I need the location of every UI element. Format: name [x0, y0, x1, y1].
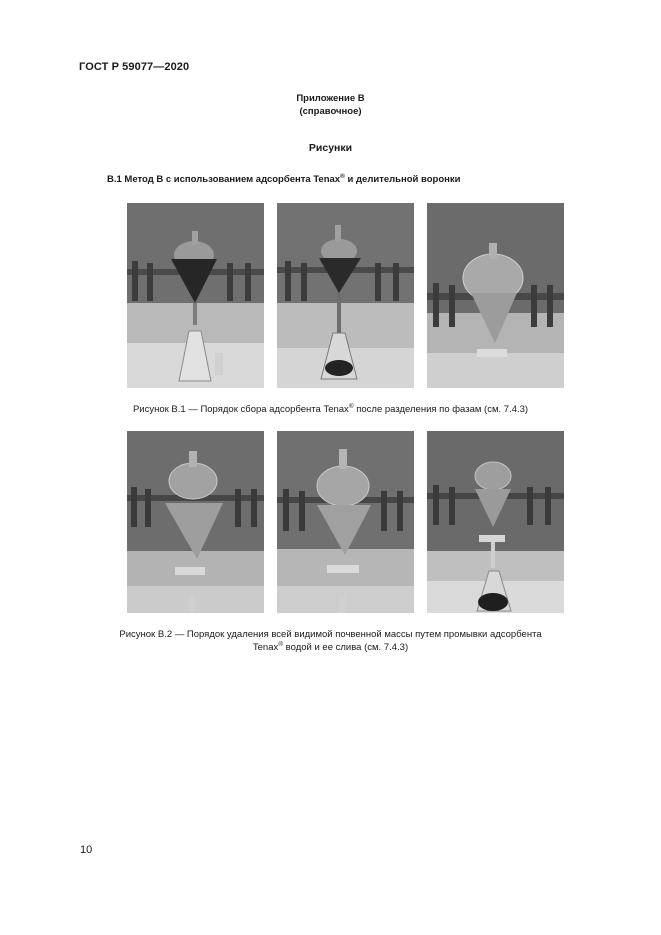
annex-heading	[0, 92, 661, 118]
photo-b1-funnel-dark-layer	[127, 203, 264, 388]
figure-b1-caption-post: после разделения по фазам (см. 7.4.3)	[353, 404, 529, 415]
figure-b1-caption-pre: Рисунок В.1 — Порядок сбора адсорбента Tenax	[132, 404, 349, 415]
annex-subtitle: (справочное)	[299, 106, 362, 117]
document-code: ГОСТ Р 59077—2020	[79, 61, 190, 73]
section-heading	[107, 174, 461, 185]
figure-b1-caption	[0, 404, 661, 417]
photo-b1-funnel-draining	[277, 203, 414, 388]
figures-heading: Рисунки	[308, 142, 353, 154]
figure-b2-caption-line2-pre: Tenax	[252, 641, 279, 653]
section-title-tail: и делительной воронки	[344, 174, 461, 185]
page-number: 10	[80, 844, 93, 856]
photo-b1-funnel-clear	[427, 203, 564, 388]
registered-mark: ®	[348, 403, 354, 410]
figure-b2-caption-line2	[0, 642, 661, 655]
registered-mark: ®	[340, 173, 345, 180]
registered-mark: ®	[278, 640, 284, 648]
photo-b2-funnel-washing	[127, 431, 264, 613]
photo-b2-funnel-rinsed	[277, 431, 414, 613]
photo-b2-flask-collected	[427, 431, 564, 613]
section-title: В.1 Метод В с использованием адсорбента Tenax	[107, 174, 341, 185]
annex-title: Приложение В	[296, 93, 365, 104]
figure-b2-caption-line2-post: водой и ее слива (см. 7.4.3)	[283, 641, 409, 653]
figure-b2-caption-line1: Рисунок В.2 — Порядок удаления всей видимой почвенной массы путем промывки адсорбента	[119, 629, 542, 640]
figure-b2-caption	[0, 629, 661, 654]
